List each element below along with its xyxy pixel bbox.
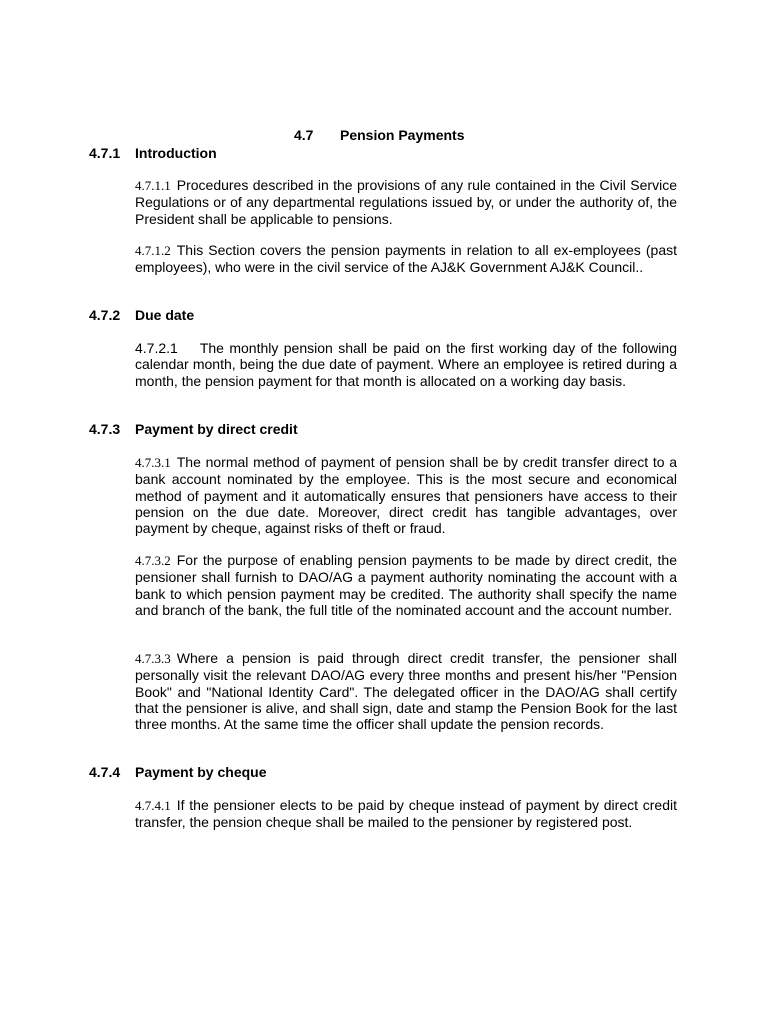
subsection-number: 4.7.2 xyxy=(89,307,121,323)
paragraph-number: 4.7.3.1 xyxy=(135,455,171,470)
paragraph-number: 4.7.4.1 xyxy=(135,798,171,813)
section-number: 4.7 xyxy=(294,127,314,143)
paragraph-number: 4.7.2.1 xyxy=(135,340,178,356)
paragraph-number: 4.7.3.2 xyxy=(135,553,171,568)
subsection-title: Introduction xyxy=(135,145,217,161)
paragraph-number: 4.7.1.1 xyxy=(135,178,171,193)
paragraph-number: 4.7.1.2 xyxy=(135,243,171,258)
subsection-heading-direct-credit xyxy=(89,421,298,438)
subsection-number: 4.7.3 xyxy=(89,421,121,437)
subsection-heading-due-date xyxy=(89,307,194,324)
paragraph-number: 4.7.3.3 xyxy=(135,651,171,666)
paragraph xyxy=(135,242,677,276)
subsection-number: 4.7.1 xyxy=(89,145,121,161)
paragraph-text: The monthly pension shall be paid on the first working day of the following calendar month, being the due date of payment. Where an employee is retired during a month, the pension payment for that month is allocated on a working day basis. xyxy=(135,340,677,389)
paragraph xyxy=(135,797,677,831)
paragraph-text: Where a pension is paid through direct credit transfer, the pensioner shall personally visit the relevant DAO/AG every three months and present his/her "Pension Book" and "National Identity Card". The delegated officer in the DAO/AG shall certify that the pensioner is alive, and shall sign, date and stamp the Pension Book for the last three months. At the same time the officer shall update the pension records. xyxy=(135,650,677,733)
paragraph xyxy=(135,454,677,536)
paragraph xyxy=(135,340,677,389)
paragraph xyxy=(135,177,677,227)
paragraph-text: Procedures described in the provisions of any rule contained in the Civil Service Regulations or of any departmental regulations issued by, or under the authority of, the President shall be applicable to pensions. xyxy=(135,177,677,227)
subsection-title: Payment by direct credit xyxy=(135,421,298,437)
paragraph-text: For the purpose of enabling pension payments to be made by direct credit, the pensioner shall furnish to DAO/AG a payment authority nominating the account with a bank to which pension payment may be credited. The authority shall specify the name and branch of the bank, the full title of the nominated account and the account number. xyxy=(135,552,677,618)
subsection-title: Payment by cheque xyxy=(135,764,267,780)
paragraph-text: The normal method of payment of pension shall be by credit transfer direct to a bank account nominated by the employee. This is the most secure and economical method of payment and it automatically ensures that pensioners have access to their pension on the due date. Moreover, direct credit has tangible advantages, over payment by cheque, against risks of theft or fraud. xyxy=(135,454,677,537)
subsection-number: 4.7.4 xyxy=(89,764,121,780)
paragraph-text: This Section covers the pension payments in relation to all ex-employees (past employees), who were in the civil service of the AJ&K Government AJ&K Council.. xyxy=(135,242,677,276)
paragraph xyxy=(135,650,677,732)
paragraph-text: If the pensioner elects to be paid by cheque instead of payment by direct credit transfer, the pension cheque shall be mailed to the pensioner by registered post. xyxy=(135,797,677,831)
subsection-title: Due date xyxy=(135,307,195,323)
section-title-text: Pension Payments xyxy=(340,127,465,143)
subsection-heading-cheque xyxy=(89,764,267,781)
paragraph xyxy=(135,552,677,618)
subsection-heading-introduction xyxy=(89,145,217,162)
